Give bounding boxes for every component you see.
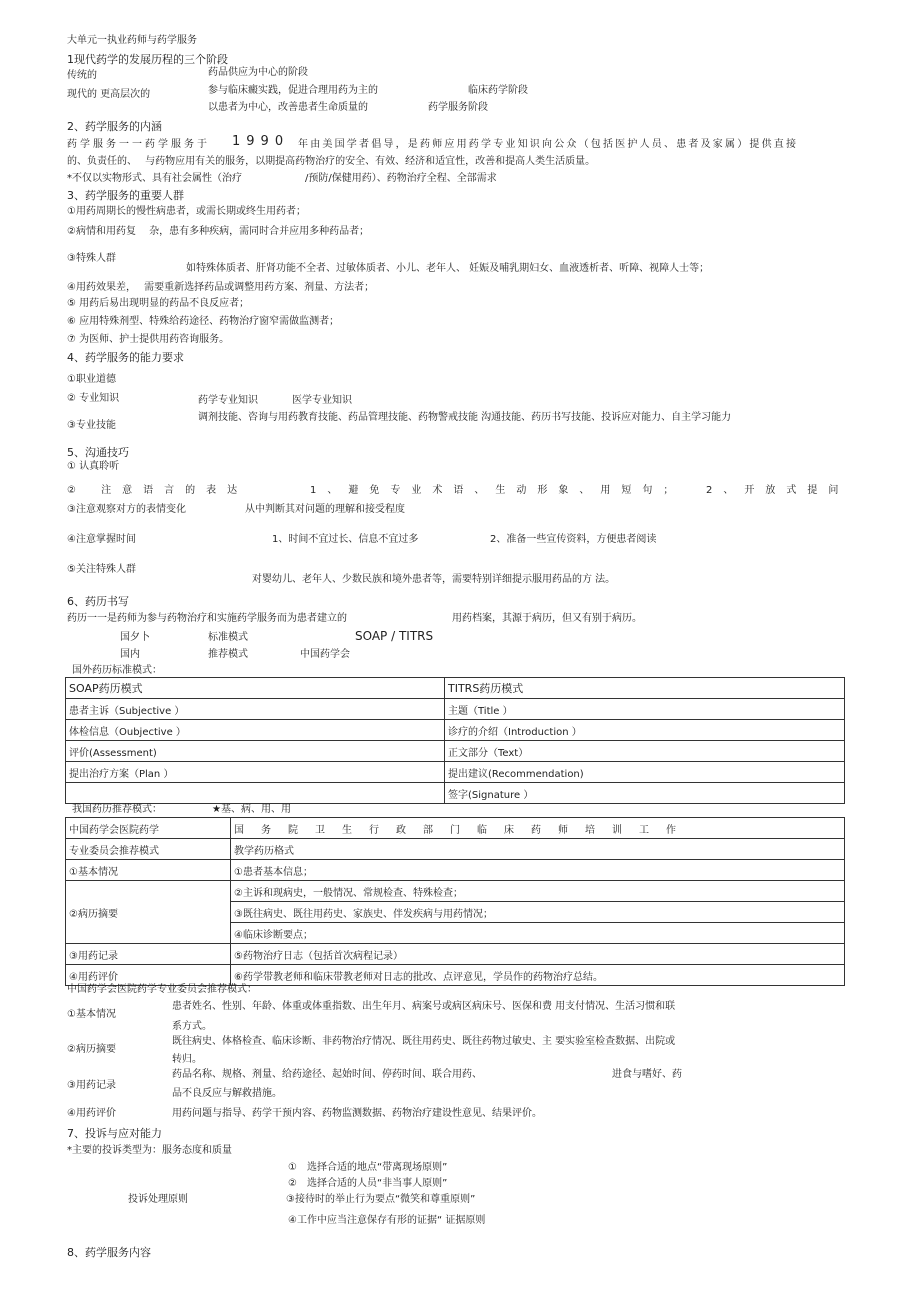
table-row <box>66 678 845 699</box>
stage-label-modern: 现代的 更高层次的 <box>67 89 151 100</box>
table-cell: ②病历摘要 <box>66 881 231 944</box>
table-cell: ①基本情况 <box>66 860 231 881</box>
list-item: ④注意掌握时间 <box>67 534 136 545</box>
section-3-heading: 3、药学服务的重要人群 <box>67 189 184 202</box>
table-cell: ③既往病史、既往用药史、家族史、伴发疾病与用药情况； <box>231 902 845 923</box>
mode-label: 国内 <box>120 649 140 660</box>
table-cell: 正文部分（Text） <box>445 741 845 762</box>
table-caption: 国外药历标准模式： <box>72 665 162 676</box>
list-item-detail: 1、避免专业术语、生动形象、用短句； <box>310 485 685 496</box>
list-item: ② 注意语言的表达 <box>67 485 249 496</box>
table-row <box>66 783 845 804</box>
principle-item: ② 选择合适的人员“非当事人原则” <box>288 1178 448 1189</box>
table-cell: 诊疗的介绍（Introduction ） <box>445 720 845 741</box>
model-item-text: 药品名称、规格、剂量、给药途径、起始时间、停药时间、联合用药、 <box>172 1069 482 1080</box>
table-cell: ③用药记录 <box>66 944 231 965</box>
section-1-heading: 1现代药学的发展历程的三个阶段 <box>67 53 228 66</box>
mode-label: 国夕卜 <box>120 632 150 643</box>
definition-text: 的、负责任的、 与药物应用有关的服务，以期提高药物治疗的安全、有效、经济和适宜性，改善和提高人类生活质量。 <box>67 156 596 167</box>
mode-label: 标准模式 <box>208 632 248 643</box>
skills-text: 调剂技能、咨询与用药教育技能、药品管理技能、药物警戒技能 沟通技能、药历书写技能、投诉应对能力、自主学习能力 <box>198 412 732 423</box>
mnemonic: ★基、病、用、用 <box>212 804 291 815</box>
table-cell: ⑤药物治疗日志（包括首次病程记录） <box>231 944 845 965</box>
list-item-detail: 2、准备一些宣传资料，方便患者阅读 <box>490 534 657 545</box>
section-8-heading: 8、药学服务内容 <box>67 1246 151 1259</box>
list-item: ⑥ 应用特殊剂型、特殊给药途径、药物治疗窗窄需做监测者； <box>67 316 340 327</box>
list-item: ③特殊人群 <box>67 253 116 264</box>
table-cell: TITRS药历模式 <box>445 678 845 699</box>
list-item-detail: 从中判断其对问题的理解和接受程度 <box>245 504 405 515</box>
table-row <box>66 860 845 881</box>
list-item: ③专业技能 <box>67 420 116 431</box>
table-cell: 中国药学会医院药学 <box>66 818 231 839</box>
list-item: ⑤ 用药后易出现明显的药品不良反应者； <box>67 298 250 309</box>
table-row <box>66 699 845 720</box>
list-item: ①用药周期长的慢性病患者，或需长期或终生用药者； <box>67 206 306 217</box>
model-item-text: 转归。 <box>172 1054 202 1065</box>
definition-year: 1990 <box>232 134 290 149</box>
principle-item: ③接待时的举止行为要点“微笑和尊重原则” <box>286 1194 476 1205</box>
table-row <box>66 818 845 839</box>
stage-name: 药学服务阶段 <box>428 102 488 113</box>
model-item-label: ④用药评价 <box>67 1108 116 1119</box>
mode-value: 中国药学会 <box>300 649 350 660</box>
section-2-heading: 2、药学服务的内涵 <box>67 120 162 133</box>
table-cell: 评价(Assessment) <box>66 741 445 762</box>
list-item: ③注意观察对方的表情变化 <box>67 504 186 515</box>
stage-text: 药品供应为中心的阶段 <box>208 67 308 78</box>
list-item-detail: 对婴幼儿、老年人、少数民族和境外患者等，需要特别详细提示服用药品的方 法。 <box>252 574 616 585</box>
soap-titrs-table <box>65 677 845 804</box>
definition-text: 药学服务一一药学服务于 <box>67 139 210 150</box>
list-item: ⑤关注特殊人群 <box>67 564 136 575</box>
table-cell: 提出治疗方案（Plan ） <box>66 762 445 783</box>
principle-label: 投诉处理原则 <box>128 1194 188 1205</box>
knowledge-item: 药学专业知识 <box>198 395 258 406</box>
cn-model-table <box>65 817 845 986</box>
table-cell: 主题（Title ） <box>445 699 845 720</box>
list-item-detail: 如特殊体质者、肝肾功能不全者、过敏体质者、小儿、老年人、 妊娠及哺乳期妇女、血液透析者、听障、视障人士等； <box>186 263 710 274</box>
table-cell: ①患者基本信息； <box>231 860 845 881</box>
table-cell: 体检信息（Oubjective ） <box>66 720 445 741</box>
definition-text: 用药档案，其源于病历，但又有别于病历。 <box>452 613 642 624</box>
definition-note: /预防/保健用药）、药物治疗全程、全部需求 <box>305 173 497 184</box>
section-6-heading: 6、药历书写 <box>67 595 129 608</box>
model-item-text: 既往病史、体格检查、临床诊断、非药物治疗情况、既往用药史、既往药物过敏史、主 要实验室检查数据、出院或 <box>172 1036 676 1047</box>
model-item-text: 患者姓名、性别、年龄、体重或体重指数、出生年月、病案号或病区病床号、医保和费 用支付情况、生活习惯和联 <box>172 1001 676 1012</box>
table-cell: 专业委员会推荐模式 <box>66 839 231 860</box>
table-cell <box>66 783 445 804</box>
stage-name: 临床药学阶段 <box>468 85 528 96</box>
table-cell: ④临床诊断要点； <box>231 923 845 944</box>
list-item: ④用药效果差， 需要重新选择药品或调整用药方案、剂量、方法者； <box>67 282 375 293</box>
section-4-heading: 4、药学服务的能力要求 <box>67 351 184 364</box>
section-7-heading: 7、投诉与应对能力 <box>67 1127 162 1140</box>
complaint-types: *主要的投诉类型为：服务态度和质量 <box>67 1145 232 1156</box>
table-cell: 签字(Signature ） <box>445 783 845 804</box>
section-5-heading: 5、沟通技巧 <box>67 446 129 459</box>
table-row <box>66 944 845 965</box>
definition-note: *不仅以实物形式、具有社会属性（治疗 <box>67 173 242 184</box>
model-item-text: 进食与嗜好、药 <box>612 1069 682 1080</box>
table-cell: 国务院卫生行政部门临床药师培训工作 <box>231 818 845 839</box>
document-title: 大单元一执业药师与药学服务 <box>67 35 197 46</box>
model-item-text: 系方式。 <box>172 1021 212 1032</box>
model-item-label: ②病历摘要 <box>67 1044 116 1055</box>
table-cell: ⑥药学带教老师和临床带教老师对日志的批改、点评意见，学员作的药物治疗总结。 <box>231 965 845 986</box>
table-row <box>66 762 845 783</box>
definition-text: 药历一一是药师为参与药物治疗和实施药学服务而为患者建立的 <box>67 613 347 624</box>
table-cell: SOAP药历模式 <box>66 678 445 699</box>
model-item-label: ③用药记录 <box>67 1080 116 1091</box>
model-item-text: 用药问题与指导、药学干预内容、药物监测数据、药物治疗建设性意见、结果评价。 <box>172 1108 542 1119</box>
table-cell: 患者主诉（Subjective ） <box>66 699 445 720</box>
list-item: ① 认真聆听 <box>67 461 120 472</box>
model-item-label: ①基本情况 <box>67 1009 116 1020</box>
mode-label: 推荐模式 <box>208 649 248 660</box>
principle-item: ④工作中应当注意保存有形的证据“ 证据原则 <box>288 1215 486 1226</box>
table-cell: 教学药历格式 <box>231 839 845 860</box>
table-row <box>66 720 845 741</box>
list-item: ② 专业知识 <box>67 393 120 404</box>
table-cell: 提出建议(Recommendation) <box>445 762 845 783</box>
stage-text: 以患者为中心，改善患者生命质量的 <box>208 102 368 113</box>
definition-text: 年由美国学者倡导，是药师应用药学专业知识向公众（包括医护人员、患者及家属）提供直接 <box>298 139 799 150</box>
list-item: ①职业道德 <box>67 374 116 385</box>
list-item-detail: 2、开放式提问 <box>706 485 850 496</box>
list-item: ⑦ 为医师、护士提供用药咨询服务。 <box>67 334 230 345</box>
mode-value: SOAP / TITRS <box>355 629 434 643</box>
table-caption: 我国药历推荐模式： <box>72 804 162 815</box>
stage-text: 参与临床癜实践，促进合理用药为主的 <box>208 85 378 96</box>
table-row <box>66 741 845 762</box>
stage-label-traditional: 传统的 <box>67 70 97 81</box>
list-item-detail: 1、时间不宜过长、信息不宜过多 <box>272 534 419 545</box>
table-row <box>66 881 845 902</box>
list-item: ②病情和用药复 杂，患有多种疾病，需同时合并应用多种药品者； <box>67 226 370 237</box>
table-row <box>66 839 845 860</box>
table-cell: ②主诉和现病史，一般情况、常规检查、特殊检查； <box>231 881 845 902</box>
principle-item: ① 选择合适的地点“带离现场原则” <box>288 1162 448 1173</box>
subsection-title: 中国药学会医院药学专业委员会推荐模式： <box>67 984 257 995</box>
model-item-text: 品不良反应与解救措施。 <box>172 1088 282 1099</box>
table-cell: ④用药评价 <box>66 965 231 986</box>
knowledge-item: 医学专业知识 <box>292 395 352 406</box>
